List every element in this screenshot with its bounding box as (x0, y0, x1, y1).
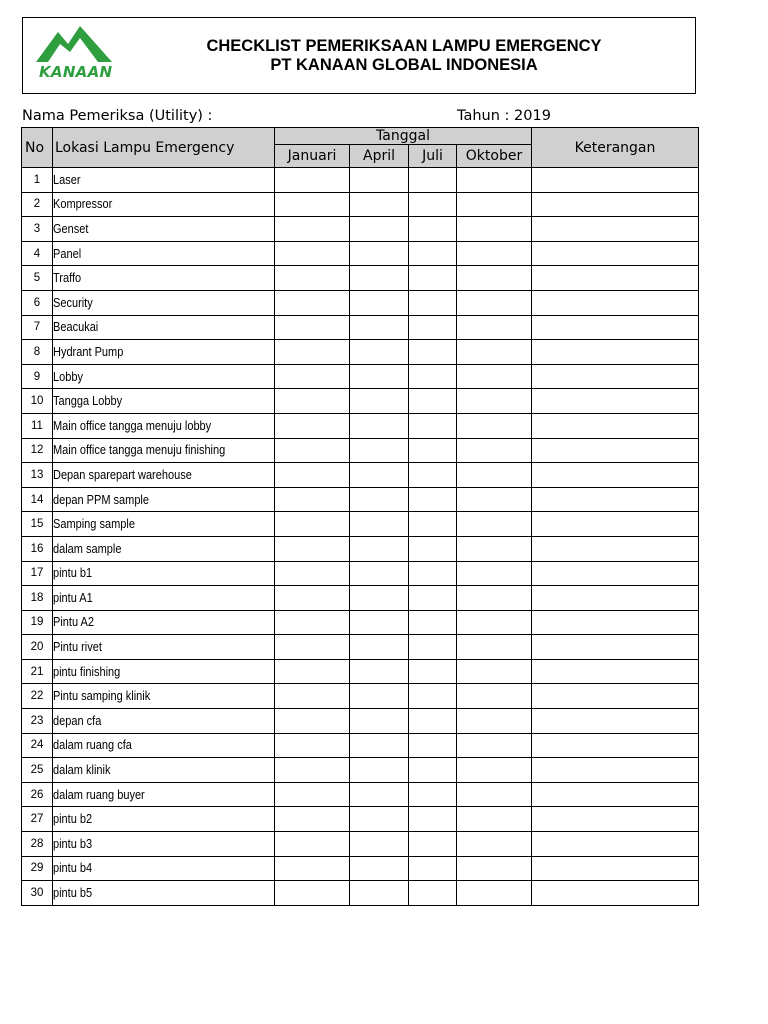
remarks-cell (532, 290, 699, 315)
check-cell-april (350, 782, 409, 807)
row-number: 14 (22, 487, 53, 512)
check-cell-july (409, 389, 457, 414)
table-row (22, 340, 699, 365)
check-cell-october (457, 512, 532, 537)
column-header-month: Januari (275, 145, 350, 168)
check-cell-october (457, 561, 532, 586)
row-number: 9 (22, 364, 53, 389)
check-cell-january (275, 733, 350, 758)
check-cell-october (457, 635, 532, 660)
check-cell-october (457, 807, 532, 832)
table-row (22, 881, 699, 906)
row-number: 20 (22, 635, 53, 660)
check-cell-october (457, 315, 532, 340)
location-text: dalam klinik (53, 763, 111, 778)
check-cell-july (409, 733, 457, 758)
mountain-logo-icon (36, 24, 112, 64)
table-row (22, 241, 699, 266)
check-cell-october (457, 290, 532, 315)
check-cell-april (350, 856, 409, 881)
check-cell-july (409, 315, 457, 340)
check-cell-january (275, 340, 350, 365)
check-cell-january (275, 856, 350, 881)
remarks-cell (532, 659, 699, 684)
check-cell-april (350, 758, 409, 783)
location-text: Pintu rivet (53, 640, 102, 655)
location-cell (53, 487, 275, 512)
check-cell-january (275, 684, 350, 709)
location-cell (53, 881, 275, 906)
remarks-cell (532, 438, 699, 463)
table-row (22, 266, 699, 291)
table-row (22, 364, 699, 389)
check-cell-july (409, 487, 457, 512)
column-header-month: Oktober (457, 145, 532, 168)
remarks-cell (532, 364, 699, 389)
row-number: 21 (22, 659, 53, 684)
location-text: Pintu A2 (53, 615, 94, 630)
remarks-cell (532, 487, 699, 512)
row-number: 29 (22, 856, 53, 881)
check-cell-july (409, 290, 457, 315)
table-row (22, 487, 699, 512)
check-cell-april (350, 389, 409, 414)
check-cell-october (457, 684, 532, 709)
location-cell (53, 266, 275, 291)
table-row (22, 709, 699, 734)
remarks-cell (532, 610, 699, 635)
location-text: Kompressor (53, 197, 113, 212)
location-cell (53, 709, 275, 734)
location-text: depan cfa (53, 713, 102, 728)
check-cell-july (409, 168, 457, 193)
check-cell-october (457, 364, 532, 389)
remarks-cell (532, 315, 699, 340)
location-text: Genset (53, 221, 89, 236)
column-header-location: Lokasi Lampu Emergency (53, 128, 275, 168)
check-cell-april (350, 832, 409, 857)
table-row (22, 192, 699, 217)
check-cell-january (275, 389, 350, 414)
location-text: depan PPM sample (53, 492, 150, 507)
check-cell-april (350, 340, 409, 365)
remarks-cell (532, 413, 699, 438)
table-row (22, 610, 699, 635)
location-cell (53, 684, 275, 709)
check-cell-april (350, 684, 409, 709)
row-number: 8 (22, 340, 53, 365)
location-cell (53, 192, 275, 217)
check-cell-january (275, 881, 350, 906)
check-cell-october (457, 610, 532, 635)
row-number: 15 (22, 512, 53, 537)
row-number: 11 (22, 413, 53, 438)
location-text: Traffo (53, 271, 82, 286)
check-cell-july (409, 364, 457, 389)
location-text: pintu b3 (53, 836, 93, 851)
table-row (22, 733, 699, 758)
row-number: 4 (22, 241, 53, 266)
table-row (22, 536, 699, 561)
remarks-cell (532, 832, 699, 857)
row-number: 16 (22, 536, 53, 561)
location-text: Panel (53, 246, 82, 261)
remarks-cell (532, 192, 699, 217)
check-cell-july (409, 340, 457, 365)
check-cell-april (350, 315, 409, 340)
check-cell-october (457, 389, 532, 414)
location-cell (53, 733, 275, 758)
check-cell-april (350, 364, 409, 389)
table-row (22, 389, 699, 414)
check-cell-july (409, 266, 457, 291)
table-row (22, 561, 699, 586)
remarks-cell (532, 758, 699, 783)
table-row (22, 168, 699, 193)
inspector-label: Nama Pemeriksa (Utility) : (22, 108, 213, 124)
checklist-table (21, 127, 699, 906)
check-cell-january (275, 438, 350, 463)
location-cell (53, 413, 275, 438)
check-cell-april (350, 413, 409, 438)
location-cell (53, 536, 275, 561)
check-cell-july (409, 832, 457, 857)
company-logo (36, 24, 113, 81)
check-cell-april (350, 659, 409, 684)
table-row (22, 832, 699, 857)
location-text: Main office tangga menuju finishing (53, 443, 226, 458)
company-name: PT KANAAN GLOBAL INDONESIA (270, 56, 538, 74)
logo-text: KANAAN (39, 63, 113, 81)
location-cell (53, 463, 275, 488)
location-cell (53, 856, 275, 881)
check-cell-july (409, 881, 457, 906)
check-cell-january (275, 364, 350, 389)
check-cell-january (275, 659, 350, 684)
row-number: 26 (22, 782, 53, 807)
check-cell-july (409, 659, 457, 684)
location-cell (53, 512, 275, 537)
check-cell-july (409, 241, 457, 266)
remarks-cell (532, 856, 699, 881)
check-cell-october (457, 733, 532, 758)
check-cell-october (457, 340, 532, 365)
table-row (22, 635, 699, 660)
check-cell-april (350, 266, 409, 291)
check-cell-october (457, 266, 532, 291)
location-cell (53, 807, 275, 832)
check-cell-january (275, 586, 350, 611)
check-cell-july (409, 438, 457, 463)
remarks-cell (532, 881, 699, 906)
remarks-cell (532, 217, 699, 242)
document-title: CHECKLIST PEMERIKSAAN LAMPU EMERGENCY (206, 37, 602, 55)
check-cell-january (275, 635, 350, 660)
location-cell (53, 782, 275, 807)
check-cell-april (350, 881, 409, 906)
location-cell (53, 168, 275, 193)
remarks-cell (532, 733, 699, 758)
remarks-cell (532, 561, 699, 586)
row-number: 23 (22, 709, 53, 734)
check-cell-april (350, 217, 409, 242)
check-cell-january (275, 168, 350, 193)
location-cell (53, 561, 275, 586)
location-cell (53, 758, 275, 783)
check-cell-october (457, 241, 532, 266)
check-cell-july (409, 561, 457, 586)
location-text: Lobby (53, 369, 83, 384)
remarks-cell (532, 782, 699, 807)
location-text: pintu b2 (53, 812, 93, 827)
remarks-cell (532, 635, 699, 660)
check-cell-july (409, 856, 457, 881)
check-cell-april (350, 487, 409, 512)
location-text: pintu finishing (53, 664, 121, 679)
document-header (22, 17, 696, 94)
location-cell (53, 389, 275, 414)
check-cell-october (457, 856, 532, 881)
location-cell (53, 610, 275, 635)
remarks-cell (532, 266, 699, 291)
check-cell-october (457, 659, 532, 684)
table-row (22, 782, 699, 807)
location-cell (53, 315, 275, 340)
location-text: Laser (53, 172, 81, 187)
location-cell (53, 635, 275, 660)
table-row (22, 217, 699, 242)
table-row (22, 512, 699, 537)
check-cell-october (457, 758, 532, 783)
check-cell-july (409, 610, 457, 635)
table-row (22, 413, 699, 438)
check-cell-october (457, 709, 532, 734)
location-text: pintu b1 (53, 566, 93, 581)
location-text: pintu A1 (53, 590, 93, 605)
check-cell-april (350, 438, 409, 463)
check-cell-january (275, 709, 350, 734)
check-cell-january (275, 413, 350, 438)
check-cell-october (457, 413, 532, 438)
check-cell-january (275, 290, 350, 315)
check-cell-january (275, 192, 350, 217)
check-cell-april (350, 709, 409, 734)
check-cell-july (409, 536, 457, 561)
check-cell-january (275, 217, 350, 242)
location-cell (53, 659, 275, 684)
table-row (22, 684, 699, 709)
table-row (22, 315, 699, 340)
row-number: 18 (22, 586, 53, 611)
location-text: dalam ruang cfa (53, 738, 132, 753)
column-header-no: No (22, 128, 53, 168)
check-cell-october (457, 881, 532, 906)
location-cell (53, 832, 275, 857)
remarks-cell (532, 241, 699, 266)
check-cell-july (409, 758, 457, 783)
check-cell-july (409, 463, 457, 488)
check-cell-october (457, 536, 532, 561)
check-cell-july (409, 807, 457, 832)
remarks-cell (532, 684, 699, 709)
check-cell-april (350, 807, 409, 832)
location-text: pintu b4 (53, 861, 93, 876)
check-cell-october (457, 463, 532, 488)
check-cell-april (350, 192, 409, 217)
check-cell-january (275, 561, 350, 586)
location-text: pintu b5 (53, 886, 93, 901)
check-cell-october (457, 487, 532, 512)
location-text: Hydrant Pump (53, 344, 124, 359)
location-cell (53, 340, 275, 365)
check-cell-july (409, 192, 457, 217)
check-cell-october (457, 217, 532, 242)
check-cell-january (275, 512, 350, 537)
column-header-month: April (350, 145, 409, 168)
location-cell (53, 438, 275, 463)
check-cell-october (457, 782, 532, 807)
row-number: 17 (22, 561, 53, 586)
location-cell (53, 217, 275, 242)
check-cell-july (409, 635, 457, 660)
check-cell-january (275, 610, 350, 635)
row-number: 19 (22, 610, 53, 635)
check-cell-october (457, 168, 532, 193)
check-cell-july (409, 512, 457, 537)
row-number: 27 (22, 807, 53, 832)
column-header-month: Juli (409, 145, 457, 168)
location-text: Tangga Lobby (53, 394, 123, 409)
remarks-cell (532, 340, 699, 365)
check-cell-october (457, 438, 532, 463)
check-cell-january (275, 266, 350, 291)
check-cell-april (350, 536, 409, 561)
check-cell-january (275, 315, 350, 340)
check-cell-january (275, 758, 350, 783)
location-text: Samping sample (53, 517, 135, 532)
row-number: 1 (22, 168, 53, 193)
check-cell-october (457, 192, 532, 217)
check-cell-july (409, 709, 457, 734)
row-number: 25 (22, 758, 53, 783)
column-header-remarks: Keterangan (532, 128, 699, 168)
table-row (22, 438, 699, 463)
column-header-date-group: Tanggal (275, 128, 532, 145)
check-cell-april (350, 168, 409, 193)
row-number: 28 (22, 832, 53, 857)
check-cell-july (409, 586, 457, 611)
check-cell-april (350, 561, 409, 586)
check-cell-october (457, 832, 532, 857)
row-number: 10 (22, 389, 53, 414)
check-cell-january (275, 782, 350, 807)
remarks-cell (532, 463, 699, 488)
check-cell-april (350, 635, 409, 660)
check-cell-january (275, 536, 350, 561)
check-cell-april (350, 290, 409, 315)
remarks-cell (532, 168, 699, 193)
check-cell-january (275, 832, 350, 857)
row-number: 22 (22, 684, 53, 709)
check-cell-january (275, 807, 350, 832)
location-text: dalam ruang buyer (53, 787, 145, 802)
table-row (22, 807, 699, 832)
row-number: 13 (22, 463, 53, 488)
check-cell-july (409, 782, 457, 807)
check-cell-april (350, 512, 409, 537)
row-number: 24 (22, 733, 53, 758)
row-number: 2 (22, 192, 53, 217)
remarks-cell (532, 512, 699, 537)
row-number: 6 (22, 290, 53, 315)
check-cell-april (350, 463, 409, 488)
check-cell-january (275, 463, 350, 488)
remarks-cell (532, 586, 699, 611)
location-text: Beacukai (53, 320, 99, 335)
location-cell (53, 290, 275, 315)
table-row (22, 856, 699, 881)
table-row (22, 586, 699, 611)
location-text: Depan sparepart warehouse (53, 467, 192, 482)
table-row (22, 659, 699, 684)
location-text: Main office tangga menuju lobby (53, 418, 212, 433)
location-text: Security (53, 295, 93, 310)
check-cell-january (275, 487, 350, 512)
table-row (22, 463, 699, 488)
check-cell-july (409, 413, 457, 438)
row-number: 7 (22, 315, 53, 340)
check-cell-april (350, 586, 409, 611)
row-number: 5 (22, 266, 53, 291)
table-row (22, 290, 699, 315)
check-cell-january (275, 241, 350, 266)
remarks-cell (532, 709, 699, 734)
check-cell-july (409, 684, 457, 709)
remarks-cell (532, 389, 699, 414)
location-text: dalam sample (53, 541, 122, 556)
row-number: 3 (22, 217, 53, 242)
check-cell-april (350, 610, 409, 635)
check-cell-july (409, 217, 457, 242)
table-row (22, 758, 699, 783)
remarks-cell (532, 536, 699, 561)
row-number: 12 (22, 438, 53, 463)
location-cell (53, 364, 275, 389)
check-cell-april (350, 733, 409, 758)
remarks-cell (532, 807, 699, 832)
row-number: 30 (22, 881, 53, 906)
location-cell (53, 241, 275, 266)
check-cell-april (350, 241, 409, 266)
year-label: Tahun : 2019 (457, 108, 551, 124)
location-text: Pintu samping klinik (53, 689, 151, 704)
location-cell (53, 586, 275, 611)
check-cell-october (457, 586, 532, 611)
